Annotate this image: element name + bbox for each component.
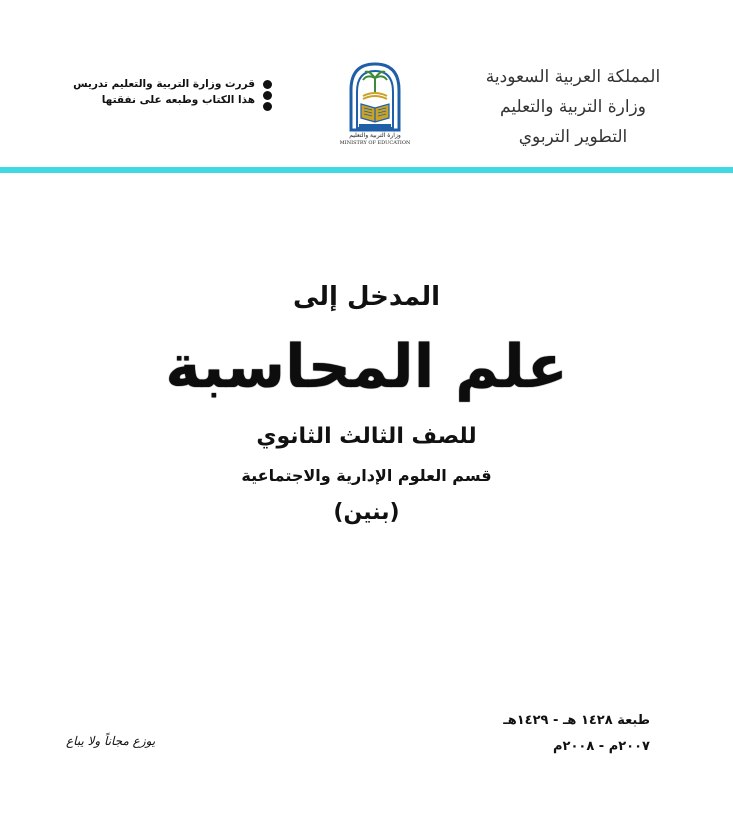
- book-grade: للصف الثالث الثانوي: [256, 424, 477, 449]
- edition-gregorian: ٢٠٠٧م - ٢٠٠٨م: [552, 739, 650, 754]
- book-gender: (بنين): [333, 500, 400, 525]
- bullet-icon: [263, 80, 272, 89]
- ministry-line-development: التطوير التربوي: [518, 127, 628, 147]
- decree-text-2: هذا الكتاب وطبعه على نفقتها: [101, 94, 255, 106]
- book-intro: المدخل إلى: [292, 282, 441, 312]
- ministry-of-education-emblem-icon: [343, 60, 407, 132]
- bullet-icon: [263, 91, 272, 100]
- logo-caption-english: MINISTRY OF EDUCATION: [339, 140, 411, 146]
- decree-line-2: [72, 92, 272, 108]
- decree-text-1: قررت وزارة التربية والتعليم تدريس: [73, 78, 255, 90]
- book-department: قسم العلوم الإدارية والاجتماعية: [241, 466, 492, 485]
- edition-hijri: طبعة ١٤٢٨ هـ - ١٤٢٩هـ: [503, 713, 650, 728]
- edition-info: [480, 708, 650, 760]
- book-title: علم المحاسبة: [165, 332, 568, 402]
- logo-caption-arabic: وزارة التربية والتعليم: [349, 132, 401, 139]
- decree-statement: [72, 76, 272, 108]
- ministry-line-kingdom: المملكة العربية السعودية: [485, 67, 661, 87]
- ministry-logo: [335, 60, 415, 152]
- ministry-line-ministry: وزارة التربية والتعليم: [500, 97, 646, 117]
- bullet-icon: [263, 102, 272, 111]
- cover-header: [0, 0, 733, 168]
- header-divider: [0, 167, 733, 173]
- ministry-letterhead: [473, 62, 673, 152]
- decree-line-1: [72, 76, 272, 92]
- bullet-group: [263, 96, 272, 105]
- free-distribution-note: يوزع مجاناً ولا يباع: [66, 734, 156, 748]
